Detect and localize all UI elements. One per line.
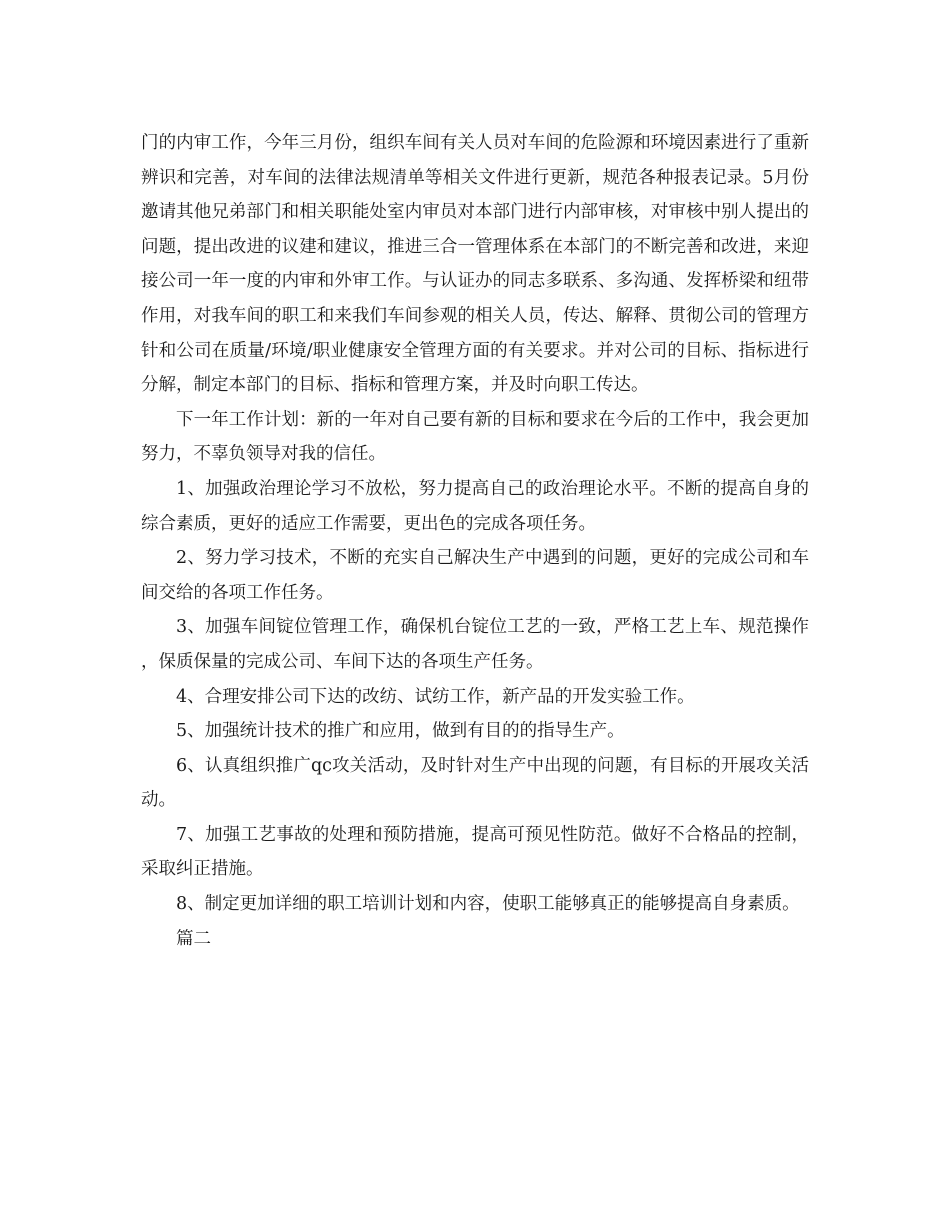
plan-item-6: 6、认真组织推广qc攻关活动，及时针对生产中出现的问题，有目标的开展攻关活动。 xyxy=(141,755,809,811)
document-body xyxy=(141,126,809,956)
plan-item-2: 2、努力学习技术，不断的充实自己解决生产中遇到的问题，更好的完成公司和车间交给的各项工作任务。 xyxy=(141,548,809,603)
paragraph-internal-audit: 门的内审工作，今年三月份，组织车间有关人员对车间的危险源和环境因素进行了重新辨识和完善，对车间的法律法规清单等相关文件进行更新，规范各种报表记录。5月份邀请其他兄弟部门和相关职能处室内审员对本部门进行内部审核，对审核中别人提出的问题，提出改进的议建和建议，推进三合一管理体系在本部门的不断完善和改进，来迎接公司一年一度的内审和外审工作。与认证办的同志多联系、多沟通、发挥桥梁和纽带作用，对我车间的职工和来我们车间参观的相关人员，传达、解释、贯彻公司的管理方针和公司在质量/环境/职业健康安全管理方面的有关要求。并对公司的目标、指标进行分解，制定本部门的目标、指标和管理方案，并及时向职工传达。 xyxy=(141,133,809,396)
plan-item-7: 7、加强工艺事故的处理和预防措施，提高可预见性防范。做好不合格品的控制，采取纠正措施。 xyxy=(141,824,809,880)
plan-item-1: 1、加强政治理论学习不放松，努力提高自己的政治理论水平。不断的提高自身的综合素质，更好的适应工作需要，更出色的完成各项任务。 xyxy=(141,478,809,534)
plan-item-4: 4、合理安排公司下达的改纺、试纺工作，新产品的开发实验工作。 xyxy=(176,686,695,707)
plan-item-5: 5、加强统计技术的推广和应用，做到有目的的指导生产。 xyxy=(176,721,625,742)
section-heading-part-two: 篇二 xyxy=(176,928,211,949)
plan-item-3: 3、加强车间锭位管理工作，确保机台锭位工艺的一致，严格工艺上车、规范操作，保质保量的完成公司、车间下达的各项生产任务。 xyxy=(141,617,809,672)
paragraph-next-year-plan: 下一年工作计划：新的一年对自己要有新的目标和要求在今后的工作中，我会更加努力，不辜负领导对我的信任。 xyxy=(141,409,809,465)
plan-item-8: 8、制定更加详细的职工培训计划和内容，使职工能够真正的能够提高自身素质。 xyxy=(176,894,800,915)
